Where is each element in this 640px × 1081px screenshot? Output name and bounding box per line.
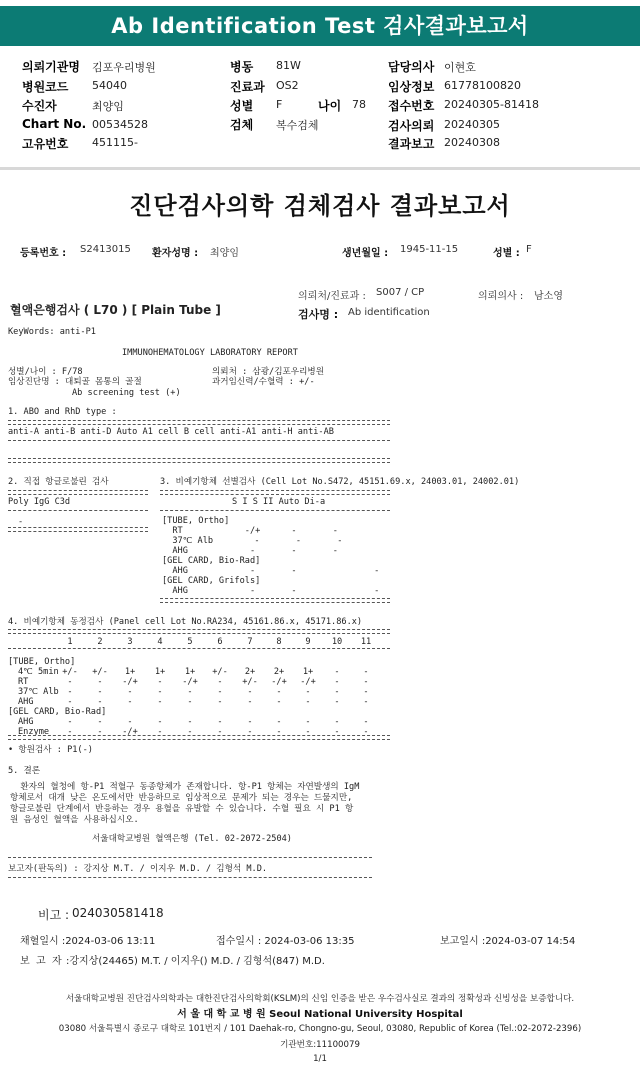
value-chart-no: 00534528 xyxy=(92,118,148,131)
dept-value: S007 / CP xyxy=(376,287,425,298)
panel-cell: - xyxy=(363,677,369,687)
page-number: 1/1 xyxy=(313,1054,327,1064)
panel-cell: - xyxy=(305,727,311,737)
value-unique-no: 451115- xyxy=(92,136,138,149)
panel-cell: - xyxy=(247,727,253,737)
patient-name-label: 환자성명 : xyxy=(152,248,199,259)
panel-cell: - xyxy=(157,677,163,687)
label-receipt-no: 접수번호 xyxy=(388,99,435,113)
section2-columns: Poly IgG C3d xyxy=(8,497,71,507)
panel-group-label: [TUBE, Ortho] xyxy=(8,657,76,667)
label-unique-no: 고유번호 xyxy=(22,137,69,151)
rule xyxy=(160,490,390,495)
value-institution: 김포우리병원 xyxy=(92,61,156,74)
rule xyxy=(8,490,148,495)
panel-row-label: Enzyme xyxy=(18,727,50,737)
section1-title: 1. ABO and RhD type : xyxy=(8,407,117,417)
panel-col-header: 8 xyxy=(276,637,282,647)
conclusion-line: 항체로서 대개 낮은 온도에서만 반응하므로 임상적으로 문제가 되는 경우는 드물지만, xyxy=(10,793,353,803)
value-hospital-code: 54040 xyxy=(92,79,127,92)
label-doctor: 담당의사 xyxy=(388,60,435,74)
reporter2-value: :강지상(24465) M.T. / 이지우() M.D. / 김형석(847) M.D. xyxy=(66,956,325,967)
org-no: 기관번호:11100079 xyxy=(280,1040,360,1050)
panel-cell: - xyxy=(305,687,311,697)
panel-cell: - xyxy=(97,677,103,687)
label-chart-no: Chart No. xyxy=(22,117,87,131)
panel-cell: +/- xyxy=(212,667,228,677)
conclusion-line: 항글로불린 단계에서 반응하는 경우 용혈을 유발할 수 있습니다. 수혈 필요 시 P1 항 xyxy=(10,804,354,814)
panel-cell: - xyxy=(97,697,103,707)
section3-row: AHG - - - xyxy=(162,586,380,596)
panel-cell: - xyxy=(187,727,193,737)
report-header xyxy=(0,0,640,167)
lab-report-title: IMMUNOHEMATOLOGY LABORATORY REPORT xyxy=(122,348,298,358)
label-ward: 병동 xyxy=(230,60,254,74)
dob-label: 생년월일 : xyxy=(342,248,389,259)
rule xyxy=(8,648,390,649)
label-patient: 수진자 xyxy=(22,99,57,113)
panel-cell: 1+ xyxy=(154,667,166,677)
label-department: 진료과 xyxy=(230,80,265,94)
value-receipt-no: 20240305-81418 xyxy=(444,98,539,111)
panel-col-header: 9 xyxy=(305,637,311,647)
panel-cell: - xyxy=(363,687,369,697)
panel-cell: - xyxy=(363,667,369,677)
label-hospital-code: 병원코드 xyxy=(22,80,69,94)
panel-col-header: 6 xyxy=(217,637,223,647)
value-specimen: 복수검체 xyxy=(276,119,319,132)
keywords: KeyWords: anti-P1 xyxy=(8,327,96,337)
panel-cell: +/- xyxy=(242,677,258,687)
value-clinical-info: 61778100820 xyxy=(444,79,521,92)
panel-row-label: 4℃ 5min xyxy=(18,667,59,677)
section4-title: 4. 비예기항체 동정검사 (Panel cell Lot No.RA234, 45161.86.x, 45171.86.x) xyxy=(8,617,363,627)
panel-group-label: [GEL CARD, Bio-Rad] xyxy=(8,707,107,717)
panel-cell: - xyxy=(247,687,253,697)
section1-columns: anti-A anti-B anti-D Auto A1 cell B cell anti-A1 anti-H anti-AB xyxy=(8,427,334,437)
panel-col-header: 10 xyxy=(331,637,343,647)
report-time: 보고일시 :2024-03-07 14:54 xyxy=(440,936,576,947)
panel-cell: - xyxy=(97,727,103,737)
dept-label: 의뢰처/진료과 : xyxy=(298,291,366,302)
section3-columns: S I S II Auto Di-a xyxy=(232,497,326,507)
section3-row: [GEL CARD, Bio-Rad] xyxy=(162,556,261,566)
section3-row: AHG - - - xyxy=(162,566,380,576)
section2-value: - xyxy=(18,517,24,527)
rule xyxy=(8,458,390,463)
panel-cell: - xyxy=(217,687,223,697)
panel-cell: - xyxy=(276,727,282,737)
panel-cell: - xyxy=(276,717,282,727)
panel-cell: - xyxy=(217,727,223,737)
panel-col-header: 7 xyxy=(247,637,253,647)
value-ward: 81W xyxy=(276,59,301,72)
blood-bank: 서울대학교병원 혈액은행 (Tel. 02-2072-2504) xyxy=(92,834,292,844)
panel-cell: - xyxy=(305,717,311,727)
section3-row: [GEL CARD, Grifols] xyxy=(162,576,261,586)
panel-cell: +/- xyxy=(62,667,78,677)
panel-row-label: 37℃ Alb xyxy=(18,687,59,697)
panel-cell: - xyxy=(97,687,103,697)
rule xyxy=(8,629,390,634)
receive-time: 접수일시 : 2024-03-06 13:35 xyxy=(216,936,355,947)
rule xyxy=(8,877,372,878)
panel-col-header: 11 xyxy=(360,637,372,647)
req-doctor-label: 의뢰의사 : xyxy=(478,291,524,302)
panel-cell: 1+ xyxy=(124,667,136,677)
value-patient: 최양임 xyxy=(92,100,124,113)
panel-cell: - xyxy=(217,677,223,687)
rule xyxy=(8,735,390,740)
panel-cell: - xyxy=(363,727,369,737)
section3-row: RT -/+ - - xyxy=(162,526,338,536)
panel-col-header: 3 xyxy=(127,637,133,647)
value-department: OS2 xyxy=(276,79,299,92)
note-label: 비고 : xyxy=(38,908,70,922)
rule xyxy=(8,857,372,858)
panel-cell: - xyxy=(157,687,163,697)
panel-cell: - xyxy=(363,697,369,707)
rule xyxy=(8,440,390,441)
panel-cell: - xyxy=(334,677,340,687)
value-request-date: 20240305 xyxy=(444,118,500,131)
panel-cell: - xyxy=(157,727,163,737)
label-specimen: 검체 xyxy=(230,118,254,132)
panel-cell: - xyxy=(67,727,73,737)
panel-cell: 1+ xyxy=(184,667,196,677)
panel-cell: - xyxy=(334,727,340,737)
label-clinical-info: 임상정보 xyxy=(388,80,435,94)
panel-cell: - xyxy=(67,697,73,707)
panel-cell: - xyxy=(157,697,163,707)
dob-value: 1945-11-15 xyxy=(400,244,459,255)
panel-cell: - xyxy=(247,697,253,707)
test-name-label: 검사명 : xyxy=(298,308,339,321)
note-value: 024030581418 xyxy=(72,906,164,920)
label-sex: 성별 xyxy=(230,99,254,113)
panel-cell: -/+ xyxy=(122,727,138,737)
panel-col-header: 2 xyxy=(97,637,103,647)
panel-cell: - xyxy=(127,717,133,727)
label-request-date: 검사의뢰 xyxy=(388,119,435,133)
panel-cell: - xyxy=(334,687,340,697)
panel-cell: - xyxy=(217,717,223,727)
panel-cell: - xyxy=(217,697,223,707)
label-age: 나이 xyxy=(318,99,342,113)
panel-col-header: 5 xyxy=(187,637,193,647)
panel-cell: - xyxy=(334,667,340,677)
panel-col-header: 4 xyxy=(157,637,163,647)
panel-cell: -/+ xyxy=(271,677,287,687)
panel-cell: +/- xyxy=(92,667,108,677)
collect-time: 채혈일시 :2024-03-06 13:11 xyxy=(20,936,156,947)
sex-label: 성별 : xyxy=(493,248,520,259)
panel-cell: 2+ xyxy=(273,667,285,677)
rule xyxy=(160,510,390,511)
panel-cell: - xyxy=(187,697,193,707)
value-doctor: 이현호 xyxy=(444,61,476,74)
reg-no-value: S2413015 xyxy=(80,244,131,255)
panel-cell: - xyxy=(305,697,311,707)
panel-row-label: AHG xyxy=(18,717,34,727)
rule xyxy=(8,420,390,425)
panel-cell: - xyxy=(127,697,133,707)
section5-title: 5. 결론 xyxy=(8,766,41,776)
conclusion-line: 환자의 혈청에 항-P1 적혈구 동종항체가 존재합니다. 항-P1 항체는 자연발생의 IgM xyxy=(10,782,360,792)
panel-cell: - xyxy=(157,717,163,727)
panel-cell: - xyxy=(334,717,340,727)
panel-cell: - xyxy=(97,717,103,727)
panel-cell: -/+ xyxy=(122,677,138,687)
report-title: 진단검사의학 검체검사 결과보고서 xyxy=(129,192,511,220)
section3-title: 3. 비예기항체 선별검사 (Cell Lot No.S472, 45151.69.x, 24003.01, 24002.01) xyxy=(160,477,520,487)
panel-cell: 1+ xyxy=(302,667,314,677)
panel-cell: - xyxy=(334,697,340,707)
sex-value: F xyxy=(526,244,532,255)
section2-title: 2. 직접 항글로불린 검사 xyxy=(8,477,109,487)
reporter-line: 보고자(판독의) : 강지상 M.T. / 이지우 M.D. / 김형석 M.D. xyxy=(8,864,268,874)
patient-name-value: 최양임 xyxy=(210,248,239,259)
header-separator xyxy=(0,167,640,170)
panel-col-header: 1 xyxy=(67,637,73,647)
header-title: Ab Identification Test 검사결과보고서 xyxy=(111,14,529,38)
test-group: 혈액은행검사 ( L70 ) [ Plain Tube ] xyxy=(10,303,221,317)
reporter2-label: 보 고 자 xyxy=(20,956,62,967)
conclusion-line: 원 음성인 혈액을 사용하십시오. xyxy=(10,815,139,825)
value-report-date: 20240308 xyxy=(444,136,500,149)
panel-cell: - xyxy=(363,717,369,727)
address: 03080 서울특별시 종로구 대학로 101번지 / 101 Daehak-ro, Chongno-gu, Seoul, 03080, Republic of Korea (Tel.:02-2072-2396) xyxy=(58,1024,582,1034)
clinical-diagnosis: 임상진단명 : 대퇴골 몸통의 골절 xyxy=(8,377,142,387)
panel-row-label: AHG xyxy=(18,697,34,707)
panel-cell: - xyxy=(247,717,253,727)
value-age: 78 xyxy=(352,98,366,111)
label-institution: 의뢰기관명 xyxy=(22,60,80,74)
antigen-test: • 항원검사 : P1(-) xyxy=(8,745,93,755)
panel-cell: - xyxy=(67,677,73,687)
panel-cell: - xyxy=(276,687,282,697)
panel-cell: 2+ xyxy=(244,667,256,677)
value-sex: F xyxy=(276,98,283,111)
panel-cell: - xyxy=(67,687,73,697)
panel-cell: -/+ xyxy=(300,677,316,687)
rule xyxy=(8,527,148,532)
panel-cell: - xyxy=(187,687,193,697)
referrer: 의뢰처 : 삼광/김포우리병원 xyxy=(212,367,325,377)
reg-no-label: 등록번호 : xyxy=(20,248,67,259)
panel-cell: - xyxy=(276,697,282,707)
sex-age: 성별/나이 : F/78 xyxy=(8,367,83,377)
certification: 서울대학교병원 진단검사의학과는 대한진단검사의학회(KSLM)의 신임 인증을 받은 우수검사실로 결과의 정확성과 신빙성을 보증합니다. xyxy=(65,994,575,1004)
label-report-date: 결과보고 xyxy=(388,137,435,151)
panel-cell: - xyxy=(127,687,133,697)
history: 과거임신력/수혈력 : +/- xyxy=(212,377,315,387)
rule xyxy=(160,598,390,603)
section3-row: AHG - - - xyxy=(162,546,338,556)
panel-cell: - xyxy=(187,717,193,727)
rule xyxy=(8,510,148,511)
panel-cell: - xyxy=(67,717,73,727)
hospital-name: 서 울 대 학 교 병 원 Seoul National University Hospital xyxy=(177,1009,463,1020)
ab-screening: Ab screening test (+) xyxy=(72,388,181,398)
panel-cell: -/+ xyxy=(182,677,198,687)
section3-row: 37℃ Alb - - - xyxy=(162,536,343,546)
test-name-value: Ab identification xyxy=(348,307,430,318)
req-doctor-value: 남소영 xyxy=(534,291,563,302)
panel-row-label: RT xyxy=(18,677,29,687)
section3-row: [TUBE, Ortho] xyxy=(162,516,230,526)
